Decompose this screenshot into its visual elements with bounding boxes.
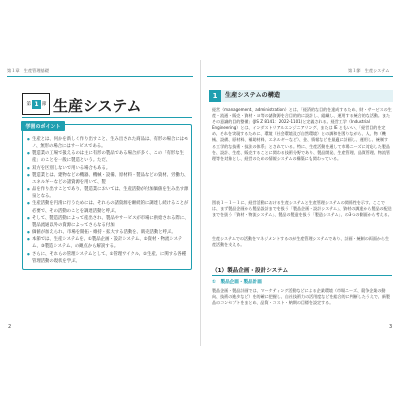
section-badge-suffix: 節 (42, 102, 47, 107)
page-number-left: 2 (8, 324, 12, 330)
learning-points-tag: 学習のポイント (21, 121, 65, 131)
page-number-right: 3 (389, 324, 393, 330)
section-title: 生産システム (53, 97, 142, 115)
running-header-left: 第１章 生産管理基礎 (7, 68, 49, 73)
learning-point: ● 品を作り出すことであり、製造業においては、生産活動が付加価値を生み出す源泉となる。 (27, 186, 189, 200)
body-paragraph-3: 生産システムでの活動をマネジメントするのが生産管理システムであり、計画・統制の両面から生産活動を支える。 (212, 236, 390, 248)
sub-subsection-heading: ① 製品企画・製品計画 (212, 280, 262, 285)
section-badge-number: 1 (32, 100, 41, 109)
right-section-title: 生産システムの構造 (225, 92, 281, 99)
page-gutter (200, 60, 201, 346)
learning-point: ● 製造業とは、建物などの機器、機械・設備、原材料・製品などの資材、労働力、エネルギーなどの諸資源を用いて、製 (27, 172, 189, 186)
header-rule-right (207, 76, 393, 77)
section-title-rule (22, 117, 192, 118)
learning-point: ● 価値が加えられ、市場を開拓・維持・拡大する活動を、販売活動と呼ぶ。 (27, 229, 189, 236)
learning-point: ● 生産とは、何かを新しく作り出すこと、生み出された商品は、有形の場合にはモノ、無形の場合にはサービスである。 (27, 136, 189, 150)
section-badge-prefix: 第 (26, 102, 31, 107)
right-section-number: 1 (209, 90, 221, 102)
section-badge (23, 94, 50, 114)
subsection-heading: （1）製品企画・設計システム (212, 268, 289, 274)
header-rule-left (7, 76, 193, 77)
body-paragraph-4: 製品企画・製品計画では、マーケティング活動などによる企業環境（市場ニーズ、競争企業の動向、技術の進歩など）を的確に把握し、自社技術力の活用度などを総合的に判断したうえで、新製品のコンセプトをまとめ、品質・コスト・納期の目標を設定する。 (212, 288, 390, 306)
learning-point: ● 製造業の工場で扱えるのは主に有形の製品である場合が多く、この「有形な生産」のことを一般に製造という。ただ、 (27, 150, 189, 164)
body-paragraph-1: 経営（management、administration）とは、「経済的な目的を達成するため、財・サービスの生産・流通・販売・資材・ヨ等の諸資源を合目的的に設計し、組織し、運用する統合的な活動。またその意識的目的整備」(JIS Z 8141：2022-1101)と定義される。経営工学（Industrial Engineering）とは、インダストリアルエンジニアリング、または IE ともいい、「経営目的を定め、それを実現するために、環境（社会環境及び自然環境）との調和を図りながら、人、物（機械、設備、原材料、補助材料、エネルギーなど）、金、情報などを最適に計画し、運用し、統制する工学的な技術・技法の体系」とされている。特に、生産活動を通して市場ニーズに対応した製品を、設計、生産、販売することに関わる技術分野であり、製品開発、生産管理、品質管理、物流管理等を対象とし、経営のための情報システムの構築にも関わっている。 (212, 107, 392, 161)
running-header-right: 第１節 生産システム (348, 68, 390, 73)
learning-point: ● 本節では、生産システムを、①製品企画・設計システム、②資材・物流システム、③製造システム、の観点から解説する。 (27, 236, 189, 250)
learning-points-list (27, 136, 189, 265)
learning-point: ● そして、製造活動によって産出され、製品やサービスが市場に供給される際に、製品流通以外の資源によってさらなる付加 (27, 215, 189, 229)
subsection-rule (212, 275, 392, 276)
body-paragraph-2: 図表１－１－１に、経営活動における生産システムと生産管理システムの関係性を示す。ここでは、まず製品企画から製品設計までを扱う「製品企画・設計システム」、資材の調達から製品の配送までを扱う「資材・物流システム」、製品の製造を扱う「製造システム」、の3つの側面から考える。 (212, 200, 392, 218)
learning-point: ● 生産活動を円滑に行うためには、それらの諸資源を継続的に調達し続けることが必要で、その活動のことを調達活動と呼ぶ。 (27, 200, 189, 214)
learning-point: ● さらに、それらの管理システムとして、①管理サイクル、②生産、に関する各種管理活動の現状を学ぶ。 (27, 251, 189, 265)
learning-point: ● 双方を区別しないで用いる場合もある。 (27, 165, 189, 172)
